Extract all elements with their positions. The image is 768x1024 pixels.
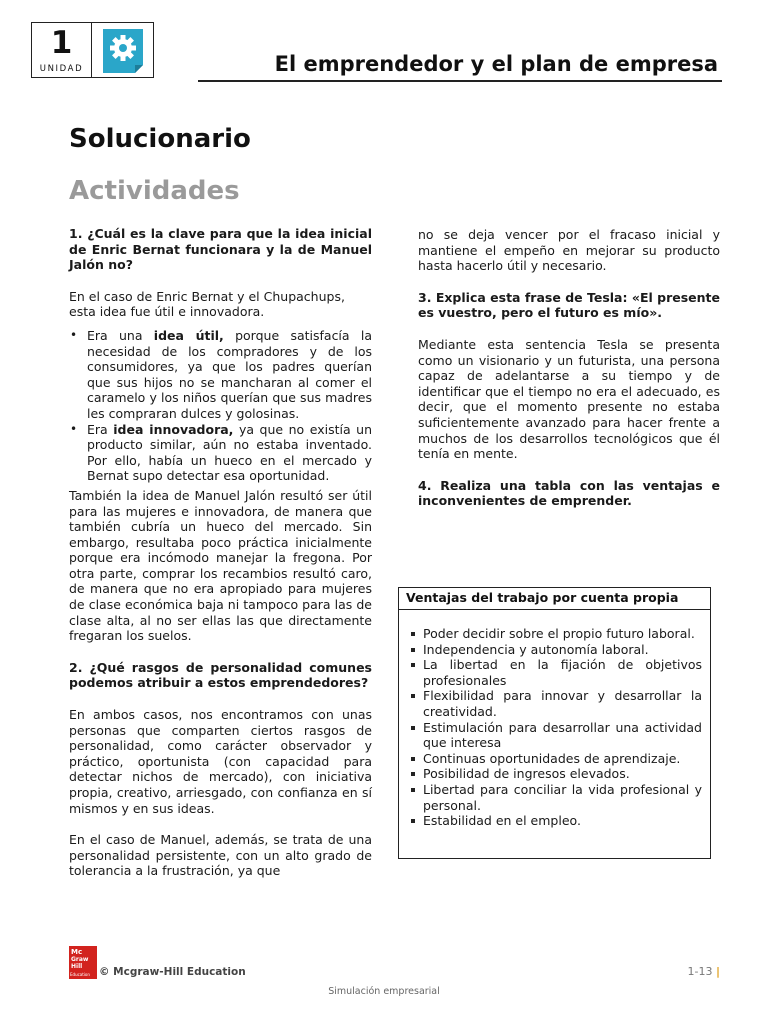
advantages-table — [398, 587, 711, 859]
list-item: Libertad para conciliar la vida profesional y personal. — [423, 781, 702, 813]
list-item: Independencia y autonomía laboral. — [423, 642, 702, 658]
advantages-list — [407, 626, 702, 829]
list-item: • Era idea innovadora, ya que no existía un producto similar, aún no estaba inventado. Por ello, había un hueco en el mercado y Bernat supo detectar esa oportunidad. — [87, 422, 372, 484]
table-header: Ventajas del trabajo por cuenta propia — [399, 588, 710, 610]
svg-text:Mc: Mc — [71, 948, 83, 956]
page-bar: | — [715, 965, 720, 978]
answer-1-body: También la idea de Manuel Jalón resultó ser útil para las mujeres e innovadora, de manera que también cubría un hueco del mercado. Sin embargo, resultaba poco práctica inicialmente porque era incómodo manejar la fregona. Por otra parte, comprar los recambios resultó caro, de manera que no era apropiado para mujeres de clase económica baja ni tampoco para las de clase alta, al no ser ellas las que directamente fregaran los suelos. — [69, 487, 372, 644]
list-item: Poder decidir sobre el propio futuro laboral. — [423, 626, 702, 642]
mcgraw-hill-logo — [69, 946, 97, 979]
unit-icon-box — [92, 22, 154, 78]
chapter-title: El emprendedor y el plan de empresa — [274, 52, 718, 76]
list-item: Estimulación para desarrollar una actividad que interesa — [423, 719, 702, 751]
gear-icon — [103, 29, 143, 73]
answer-1-list — [69, 328, 372, 484]
unit-box — [31, 22, 92, 78]
answer-2-continued: En el caso de Manuel, además, se trata de una personalidad persistente, con un alto grado de tolerancia a la frustración, ya que — [69, 832, 372, 879]
answer-3-body: Mediante esta sentencia Tesla se presenta como un visionario y un futurista, una persona capaz de adelantarse a su tiempo y de identificar que el tiempo no era el adecuado, es decir, que el momento presente no estaba suficientemente avanzado para hacer frente a muchos de los desarrollos tecnológicos que él tenía en mente. — [418, 336, 720, 462]
question-3: 3. Explica esta frase de Tesla: «El presente es vuestro, pero el futuro es mío». — [418, 289, 720, 321]
page-number: 1-13 | — [687, 965, 720, 978]
question-4: 4. Realiza una tabla con las ventajas e inconvenientes de emprender. — [418, 477, 720, 509]
answer-2-body: En ambos casos, nos encontramos con unas personas que comparten ciertos rasgos de personalidad, como carácter observador y práctico, oportunista (con capacidad para detectar nichos de mercado), con iniciativa propia, creativo, arriesgado, con confianza en sí mismos y en sus ideas. — [69, 707, 372, 816]
list-item: Continuas oportunidades de aprendizaje. — [423, 751, 702, 767]
question-2: 2. ¿Qué rasgos de personalidad comunes podemos atribuir a estos emprendedores? — [69, 659, 372, 691]
footer-subject: Simulación empresarial — [328, 986, 440, 997]
unit-label: UNIDAD — [39, 64, 84, 74]
page-title: Solucionario — [69, 124, 251, 154]
section-title: Actividades — [69, 176, 240, 206]
right-column — [418, 227, 720, 509]
publisher-credit: © Mcgraw-Hill Education — [99, 966, 246, 978]
svg-text:Education: Education — [70, 972, 90, 977]
header-divider — [198, 80, 722, 82]
unit-number: 1 — [50, 25, 73, 61]
answer-2-end: no se deja vencer por el fracaso inicial y mantiene el empeño en mejorar su producto hasta hacerlo útil y necesario. — [418, 227, 720, 274]
list-item: Posibilidad de ingresos elevados. — [423, 766, 702, 782]
left-column — [69, 226, 372, 879]
question-1: 1. ¿Cuál es la clave para que la idea inicial de Enric Bernat funcionara y la de Manuel Jalón no? — [69, 226, 372, 273]
list-item: • Era una idea útil, porque satisfacía la necesidad de los compradores y de los consumidores, ya que los padres querían que sus hijos no se mancharan al comer el caramelo y los niños querían que sus madres les compraran dulces y golosinas. — [87, 328, 372, 422]
svg-text:Hill: Hill — [71, 963, 83, 970]
svg-text:Graw: Graw — [71, 956, 89, 963]
list-item: Estabilidad en el empleo. — [423, 813, 702, 829]
answer-1-intro: En el caso de Enric Bernat y el Chupachups, esta idea fue útil e innovadora. — [69, 288, 345, 320]
list-item: Flexibilidad para innovar y desarrollar la creatividad. — [423, 688, 702, 719]
list-item: La libertad en la fijación de objetivos profesionales — [423, 657, 702, 688]
table-body — [399, 610, 710, 829]
